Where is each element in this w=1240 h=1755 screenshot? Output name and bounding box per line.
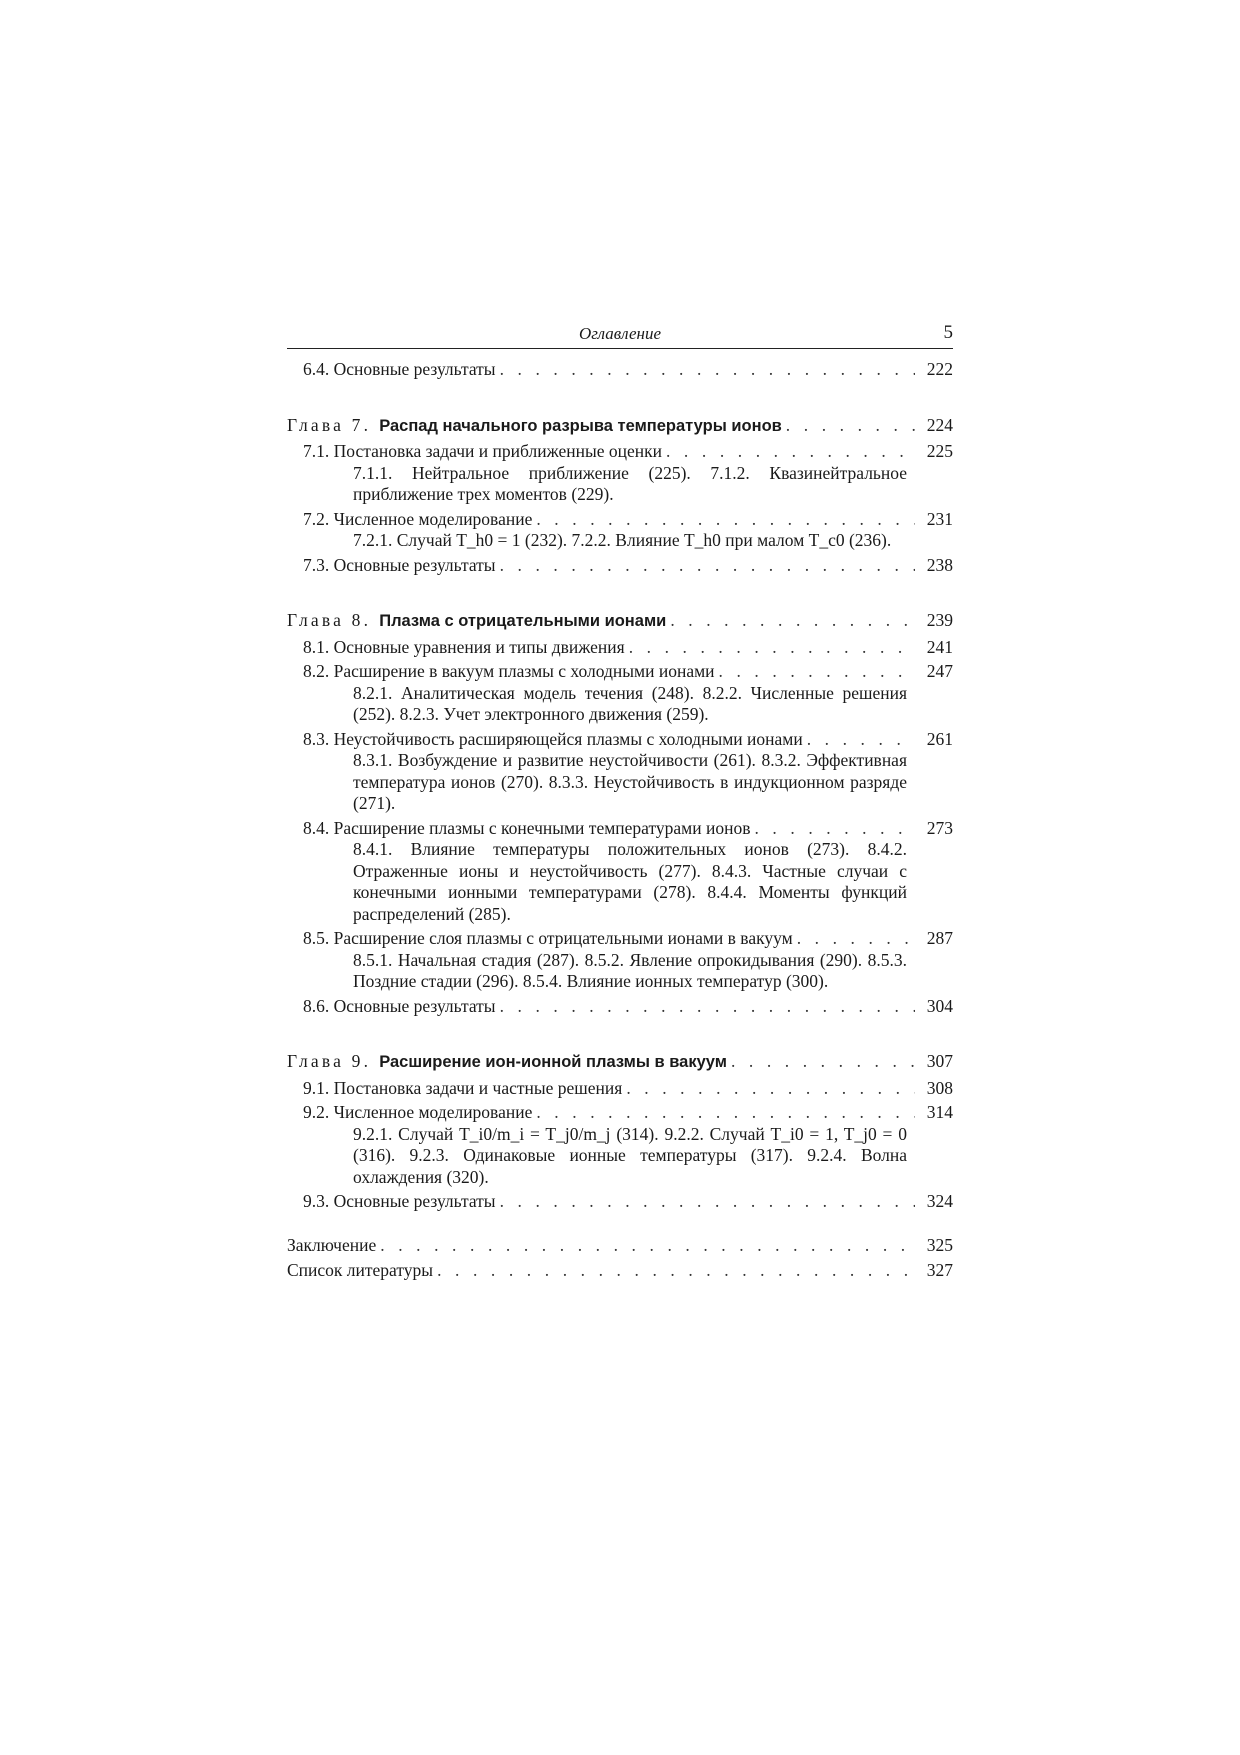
toc-subsections-7-2: 7.2.1. Случай T_h0 = 1 (232). 7.2.2. Влияние T_h0 при малом T_c0 (236). xyxy=(353,530,892,550)
toc-references[interactable]: Список литературы . . . 327 xyxy=(287,1260,953,1282)
toc-page xyxy=(287,318,953,1282)
dot-leader xyxy=(500,359,915,381)
toc-conclusion[interactable]: Заключение . . . 325 xyxy=(287,1235,953,1257)
toc-entry-9-1[interactable]: 9.1. Постановка задачи и частные решения . . . 308 xyxy=(287,1078,953,1100)
toc-entry-9-3[interactable]: 9.3. Основные результаты . . . 324 xyxy=(287,1191,953,1213)
dot-leader xyxy=(629,637,915,659)
dot-leader xyxy=(437,1260,915,1282)
chapter-label: Глава 7. xyxy=(287,414,372,435)
toc-subsections-7-1: 7.1.1. Нейтральное приближение (225). 7.1.2. Квазинейтральное приближение трех моментов (229). xyxy=(353,462,907,504)
toc-entry-7-1[interactable]: 7.1. Постановка задачи и приближенные оценки . . . 225 xyxy=(287,441,953,463)
toc-entry-9-2[interactable]: 9.2. Численное моделирование . . . 314 xyxy=(287,1102,953,1124)
dot-leader xyxy=(807,729,915,751)
toc-entry-8-4[interactable]: 8.4. Расширение плазмы с конечными температурами ионов . . . 273 xyxy=(287,818,953,840)
toc-subsections-8-2: 8.2.1. Аналитическая модель течения (248). 8.2.2. Численные решения (252). 8.2.3. Учет электронного движения (259). xyxy=(353,682,907,724)
toc-entry-8-3[interactable]: 8.3. Неустойчивость расширяющейся плазмы с холодными ионами . . . 261 xyxy=(287,729,953,751)
chapter-title: Плазма с отрицательными ионами xyxy=(379,612,667,630)
chapter-title: Расширение ион-ионной плазмы в вакуум xyxy=(379,1053,727,1071)
toc-subsections-9-2: 9.2.1. Случай T_i0/m_i = T_j0/m_j (314). 9.2.2. Случай T_i0 = 1, T_j0 = 0 (316). 9.2.3. Одинаковые ионные температуры (317). 9.2.4. Волна охлаждения (320). xyxy=(353,1123,907,1187)
toc-page-number: 325 xyxy=(926,1234,953,1255)
toc-page-number: 222 xyxy=(926,359,953,379)
toc-page-number: 308 xyxy=(926,1077,953,1098)
dot-leader xyxy=(536,1102,915,1124)
toc-page-number: 314 xyxy=(926,1102,953,1122)
chapter-title: Распад начального разрыва температуры ионов xyxy=(379,416,782,435)
toc-page-number: 231 xyxy=(926,508,953,529)
dot-leader xyxy=(670,610,915,632)
toc-page-number: 307 xyxy=(926,1051,953,1071)
toc-page-number: 327 xyxy=(926,1260,953,1280)
toc-subsections-8-4: 8.4.1. Влияние температуры положительных ионов (273). 8.4.2. Отраженные ионы и неустойчивость (277). 8.4.3. Частные случаи с конечными ионными температурами (278). 8.4.4. Моменты функций распределений (285). xyxy=(353,839,907,924)
toc-entry-6-4[interactable]: 6.4. Основные результаты . . . 222 xyxy=(287,359,953,381)
toc-subsections-8-3: 8.3.1. Возбуждение и развитие неустойчивости (261). 8.3.2. Эффективная температура ионов (270). 8.3.3. Неустойчивость в индукционном разряде (271). xyxy=(353,750,907,813)
dot-leader xyxy=(754,818,915,840)
toc-entry-8-2[interactable]: 8.2. Расширение в вакуум плазмы с холодными ионами . . . 247 xyxy=(287,661,953,683)
dot-leader xyxy=(786,415,915,437)
dot-leader xyxy=(666,441,915,463)
toc-page-number: 238 xyxy=(926,554,953,575)
toc-chapter-7[interactable] xyxy=(287,415,953,438)
toc-chapter-9[interactable] xyxy=(287,1051,953,1074)
toc-entry-8-1[interactable]: 8.1. Основные уравнения и типы движения . . . 241 xyxy=(287,637,953,659)
running-header xyxy=(287,318,953,349)
table-of-contents xyxy=(287,359,953,1282)
toc-page-number: 324 xyxy=(926,1191,953,1211)
toc-page-number: 225 xyxy=(926,441,953,461)
toc-entry-8-5[interactable]: 8.5. Расширение слоя плазмы с отрицательными ионами в вакуум . . . 287 xyxy=(287,928,953,950)
toc-page-number: 247 xyxy=(926,661,953,681)
dot-leader xyxy=(626,1078,915,1100)
toc-subsections-8-5: 8.5.1. Начальная стадия (287). 8.5.2. Явление опрокидывания (290). 8.5.3. Поздние стадии (296). 8.5.4. Влияние ионных температур (300). xyxy=(353,949,907,991)
toc-page-number: 239 xyxy=(926,610,953,630)
dot-leader xyxy=(500,996,915,1018)
chapter-label: Глава 8. xyxy=(287,610,372,630)
dot-leader xyxy=(719,661,915,683)
dot-leader xyxy=(731,1051,915,1073)
dot-leader xyxy=(536,509,915,531)
toc-page-number: 224 xyxy=(926,414,953,435)
page-number: 5 xyxy=(943,322,953,343)
running-title: Оглавление xyxy=(578,324,662,343)
dot-leader xyxy=(797,928,915,950)
dot-leader xyxy=(500,1191,915,1213)
chapter-label: Глава 9. xyxy=(287,1051,372,1071)
toc-entry-8-6[interactable]: 8.6. Основные результаты . . . 304 xyxy=(287,996,953,1018)
toc-page-number: 273 xyxy=(926,817,953,838)
dot-leader xyxy=(380,1235,915,1257)
dot-leader xyxy=(500,555,915,577)
toc-chapter-8[interactable] xyxy=(287,610,953,633)
toc-entry-7-2[interactable]: 7.2. Численное моделирование . . . 231 xyxy=(287,509,953,531)
toc-page-number: 241 xyxy=(926,636,953,657)
toc-page-number: 287 xyxy=(926,928,953,948)
toc-page-number: 261 xyxy=(926,728,953,749)
toc-entry-7-3[interactable]: 7.3. Основные результаты . . . 238 xyxy=(287,555,953,577)
toc-page-number: 304 xyxy=(926,995,953,1016)
